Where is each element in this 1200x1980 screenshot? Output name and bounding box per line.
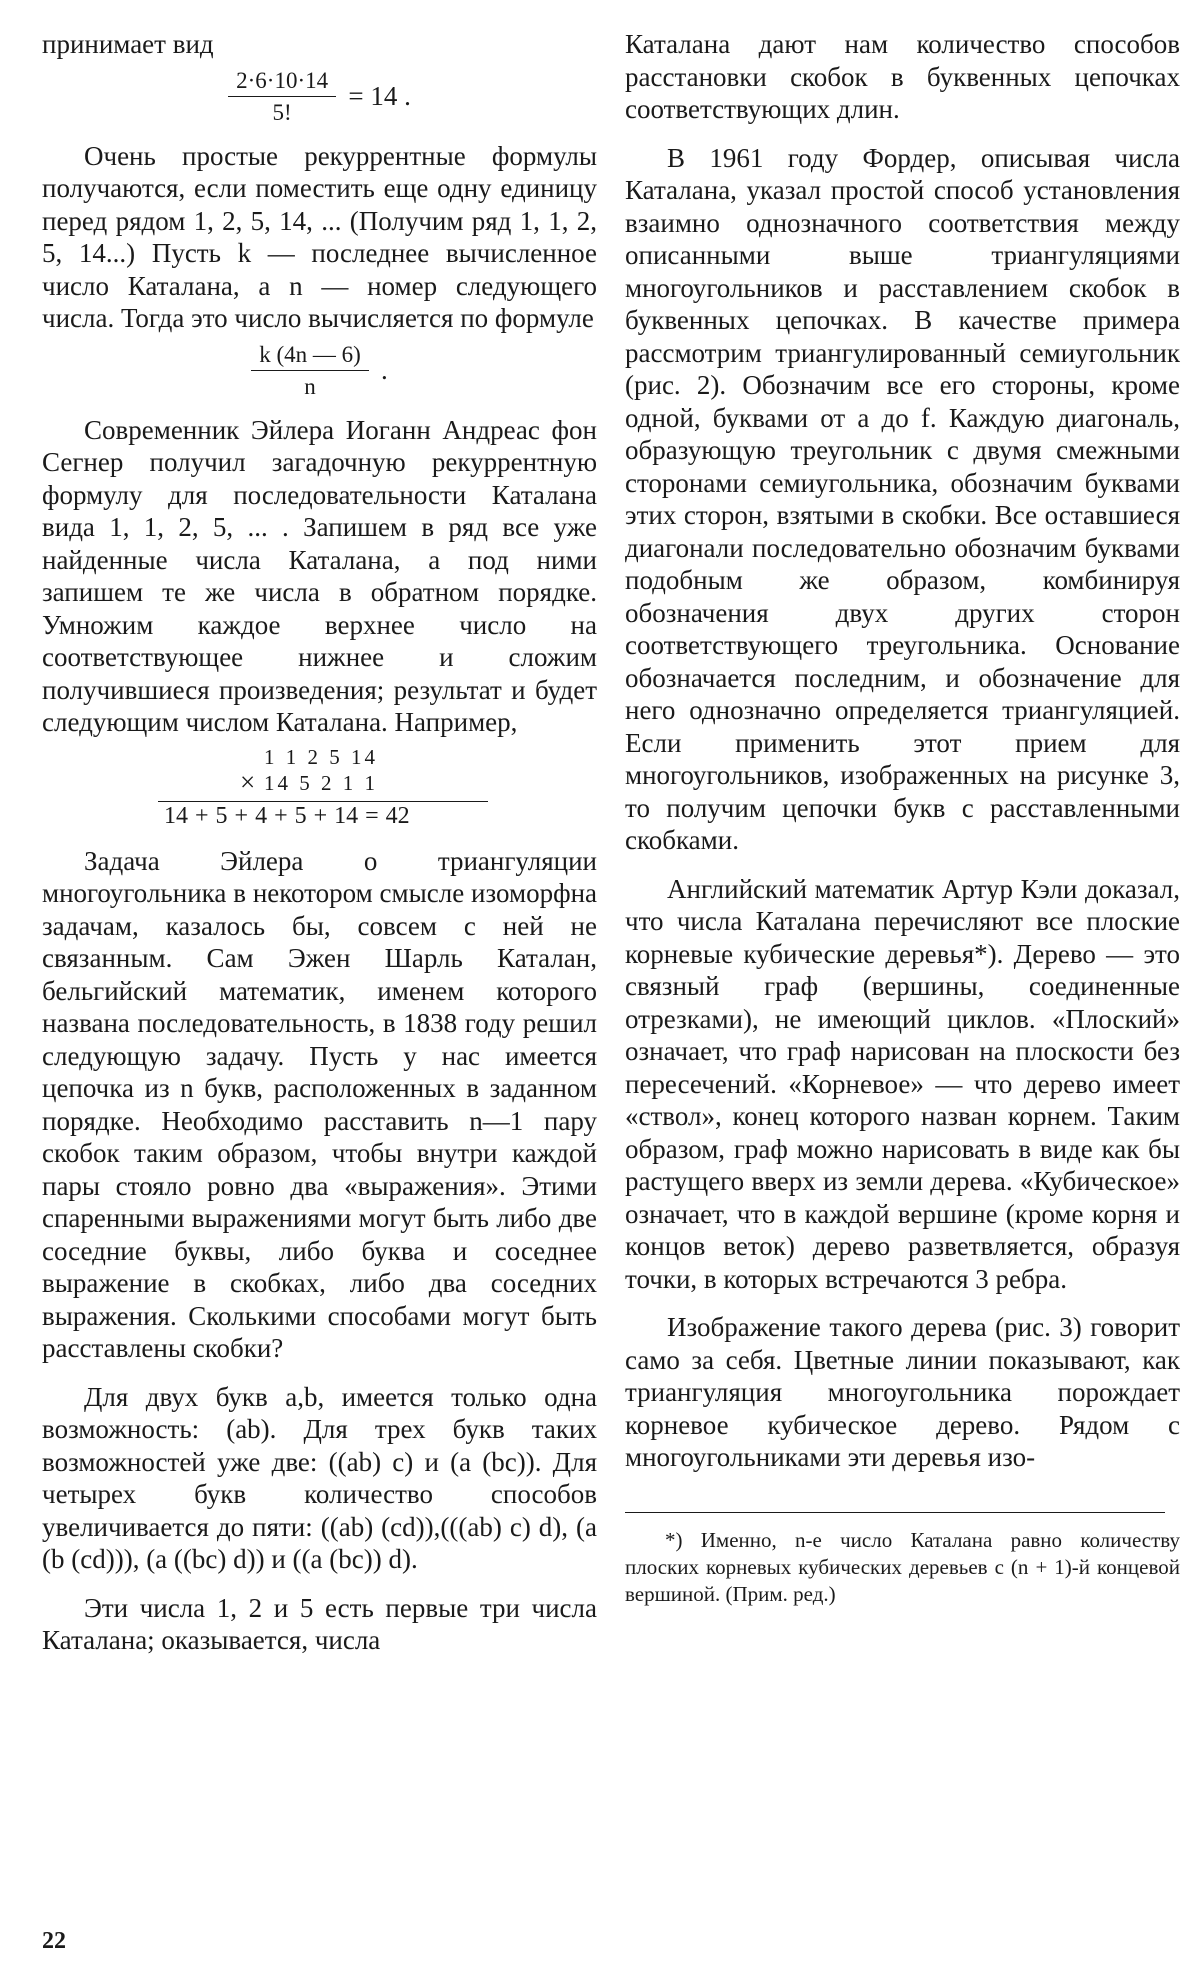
left-paragraph-4: Задача Эйлера о триангуляции многоугольника в некотором смысле изоморфна задачам, казалось бы, совсем с ней не связанным. Сам Эжен Шарль Каталан, бельгийский математик, именем которого названа последовательность, в 1838 году решил следующую задачу. Пусть у нас имеется цепочка из n букв, расположенных в заданном порядке. Необходимо расставить n—1 пару скобок таким образом, чтобы внутри каждой пары стояло ровно два «выражения». Этими спаренными выражениями могут быть либо две соседние буквы, либо буква и соседнее выражение в скобках, либо два соседних выражения. Сколькими способами могут быть расставлены скобки? [42,845,597,1363]
formula-result: = 14 . [348,81,411,111]
footnote-divider [625,1512,1165,1513]
left-column [42,28,597,1657]
left-paragraph-2: Очень простые рекуррентные формулы получаются, если поместить еще одну единицу перед рядом 1, 2, 5, 14, ... (Получим ряд 1, 1, 2, 5, 14...) Пусть k — последнее вычисленное число Каталана, а n — номер следующего числа. Тогда это число вычисляется по формуле [42,140,597,333]
mult-top-row: 1 1 2 5 14 [264,744,378,769]
fraction [251,341,369,400]
fraction-numerator: k (4n — 6) [251,341,369,371]
right-paragraph-1: Каталана дают нам количество способов расстановки скобок в буквенных цепочках соответствующих длин. [625,29,1180,124]
mult-result: 14 + 5 + 4 + 5 + 14 = 42 [164,802,410,829]
left-paragraph-6: Эти числа 1, 2 и 5 есть первые три числа Каталана; оказывается, числа [42,1592,597,1655]
left-paragraph-5: Для двух букв a,b, имеется только одна возможность: (ab). Для трех букв таких возможностей уже две: ((ab) c) и (a (bc)). Для четырех букв количество способов увеличивается до пяти: ((ab) (cd)),(((ab) c) d), (a (b (cd))), (a ((bc) d)) и ((a (bc)) d). [42,1381,597,1574]
right-paragraph-4: Изображение такого дерева (рис. 3) говорит само за себя. Цветные линии показывают, как триангуляция многоугольника порождает корневое кубическое дерево. Рядом с многоугольниками эти деревья изо- [625,1312,1180,1472]
page-number: 22 [42,1928,66,1954]
formula-period: . [381,355,388,385]
right-paragraph-2: В 1961 году Фордер, описывая числа Каталана, указал простой способ установления взаимно однозначного соответствия между описанными выше триангуляциями многоугольников и расставлением скобок в буквенных цепочках. В качестве примера рассмотрим триангулированный семиугольник (рис. 2). Обозначим все его стороны, кроме одной, буквами от a до f. Каждую диагональ, образующую треугольник с двумя смежными сторонами семиугольника, обозначим буквами этих сторон, взятыми в скобки. Все оставшиеся диагонали последовательно обозначим буквами подобным же образом, комбинируя обозначения двух других сторон соответствующего треугольника. Основание обозначается последним, и обозначение для него однозначно определяется триангуляцией. Если применить этот прием для многоугольников, изображенных на рисунке 3, то получим цепочки букв с расставленными скобками. [625,142,1180,855]
formula-product [42,67,597,126]
formula-recurrence [42,341,597,400]
fraction-denominator: 5! [272,99,292,125]
right-column [625,28,1180,1608]
fraction-denominator: n [304,373,316,399]
multiplication-example [42,745,597,833]
mult-bottom-row: 14 5 2 1 1 [264,770,378,795]
fraction [228,67,336,126]
fraction-numerator: 2·6·10·14 [228,67,336,97]
left-paragraph-3: Современник Эйлера Иоганн Андреас фон Сегнер получил загадочную рекуррентную формулу для последовательности Каталана вида 1, 1, 2, 5, ... . Запишем в ряд все уже найденные числа Каталана, а под ними запишем те же числа в обратном порядке. Умножим каждое верхнее число на соответствующее нижнее и сложим получившиеся произведения; результат и будет следующим числом Каталана. Например, [42,414,597,737]
footnote: *) Именно, n-е число Каталана равно количеству плоских корневых кубических деревьев с (n + 1)-й концевой вершиной. (Прим. ред.) [625,1527,1180,1606]
mult-sign: × [240,766,256,797]
right-paragraph-3: Английский математик Артур Кэли доказал, что числа Каталана перечисляют все плоские корневые кубические деревья*). Дерево — это связный граф (вершины, соединенные отрезками), не имеющий циклов. «Плоский» означает, что граф нарисован на плоскости без пересечений. «Корневое» — что дерево имеет «ствол», конец которого назван корнем. Таким образом, граф можно нарисовать в виде как бы растущего вверх из земли дерева. «Кубическое» означает, что в каждой вершине (кроме корня и концов веток) дерево разветвляется, образуя точки, в которых встречаются 3 ребра. [625,873,1180,1294]
left-paragraph-1: принимает вид [42,29,214,59]
mult-rule [158,801,488,802]
